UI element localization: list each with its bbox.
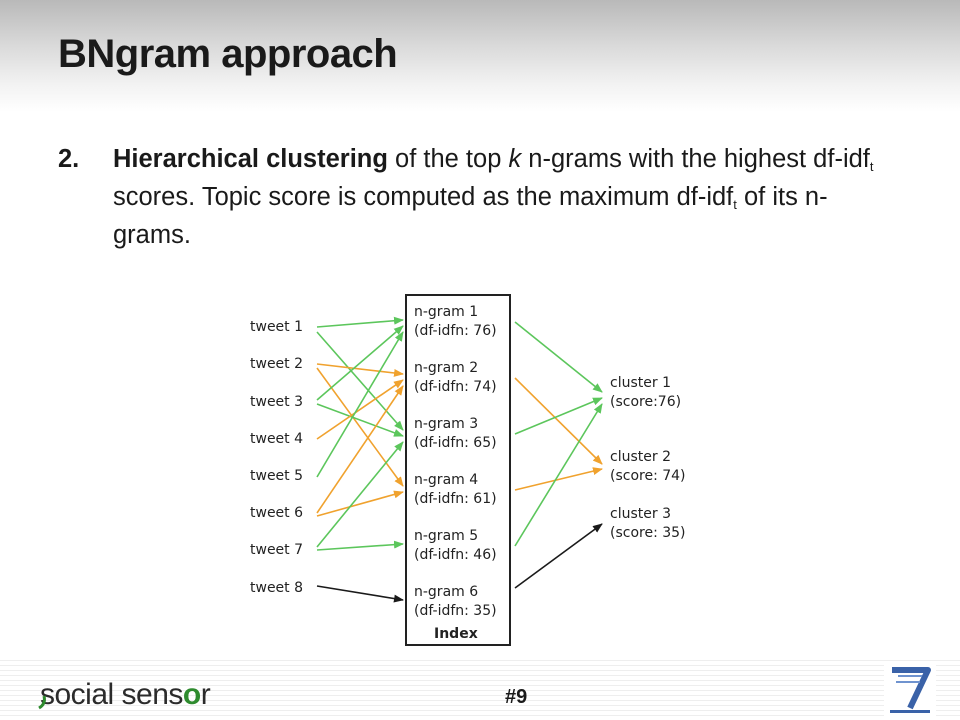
cluster-label: cluster 2 (610, 449, 671, 465)
socialsensor-logo (40, 678, 210, 712)
cluster-list (610, 375, 686, 541)
ngram-score: (df-idfn: 46) (414, 547, 497, 563)
arrow (317, 544, 403, 550)
tweet-label: tweet 4 (250, 431, 304, 447)
clustering-diagram (240, 288, 720, 648)
fp7-logo-icon (880, 662, 940, 718)
arrow (317, 368, 403, 486)
index-label: Index (434, 626, 478, 642)
page-number: #9 (505, 686, 528, 708)
tweet-label: tweet 2 (250, 356, 304, 372)
ngram-score: (df-idfn: 65) (414, 435, 497, 451)
ngram-label: n-gram 2 (414, 360, 479, 376)
arrow (515, 524, 602, 588)
logo-text-o: o (182, 678, 201, 711)
ngram-score: (df-idfn: 61) (414, 491, 497, 507)
tweet-label: tweet 5 (250, 468, 304, 484)
cluster-score: (score: 35) (610, 525, 686, 541)
bullet-text-k: k (508, 145, 522, 173)
bullet-text-1: of the top (387, 145, 509, 173)
cluster-label: cluster 3 (610, 506, 671, 522)
arrow (515, 404, 602, 546)
logo-text-a: social sens (40, 678, 183, 711)
cluster-score: (score: 74) (610, 468, 686, 484)
bullet-number: 2. (58, 145, 80, 173)
bullet-point (58, 140, 888, 254)
ngram-score: (df-idfn: 76) (414, 323, 497, 339)
arrow (317, 364, 403, 374)
cluster-label: cluster 1 (610, 375, 671, 391)
ngram-label: n-gram 3 (414, 416, 479, 432)
bullet-bold-term: Hierarchical clustering (113, 145, 388, 173)
arrow (317, 586, 403, 600)
slide-title: BNgram approach (58, 32, 398, 76)
arrow (515, 398, 602, 434)
ngram-label: n-gram 5 (414, 528, 479, 544)
tweet-label: tweet 3 (250, 394, 304, 410)
ngram-label: n-gram 4 (414, 472, 479, 488)
tweet-ngram-arrows (317, 320, 403, 600)
bullet-text (113, 140, 888, 254)
subscript-t: t (733, 197, 737, 212)
ngram-label: n-gram 1 (414, 304, 479, 320)
ngram-score: (df-idfn: 35) (414, 603, 497, 619)
bullet-text-4: of its n-grams. (113, 183, 828, 249)
bullet-text-2: n-grams with the highest df-idf (521, 145, 870, 173)
arrow (317, 320, 403, 327)
ngram-score: (df-idfn: 74) (414, 379, 497, 395)
tweet-label: tweet 6 (250, 505, 304, 521)
ngram-label: n-gram 6 (414, 584, 479, 600)
bullet-text-3: scores. Topic score is computed as the maximum df-idf (113, 183, 734, 211)
tweet-label: tweet 1 (250, 319, 304, 335)
arrow (515, 322, 602, 392)
arrow (317, 332, 403, 430)
tweet-label: tweet 7 (250, 542, 304, 558)
cluster-score: (score:76) (610, 394, 682, 410)
subscript-t: t (869, 159, 874, 174)
tweet-list (250, 319, 303, 596)
arrow (515, 469, 602, 490)
arrow (515, 378, 602, 464)
ngram-cluster-arrows (515, 322, 602, 588)
logo-swoosh-icon (36, 690, 54, 712)
tweet-label: tweet 8 (250, 580, 304, 596)
logo-text-b: r (200, 678, 211, 711)
